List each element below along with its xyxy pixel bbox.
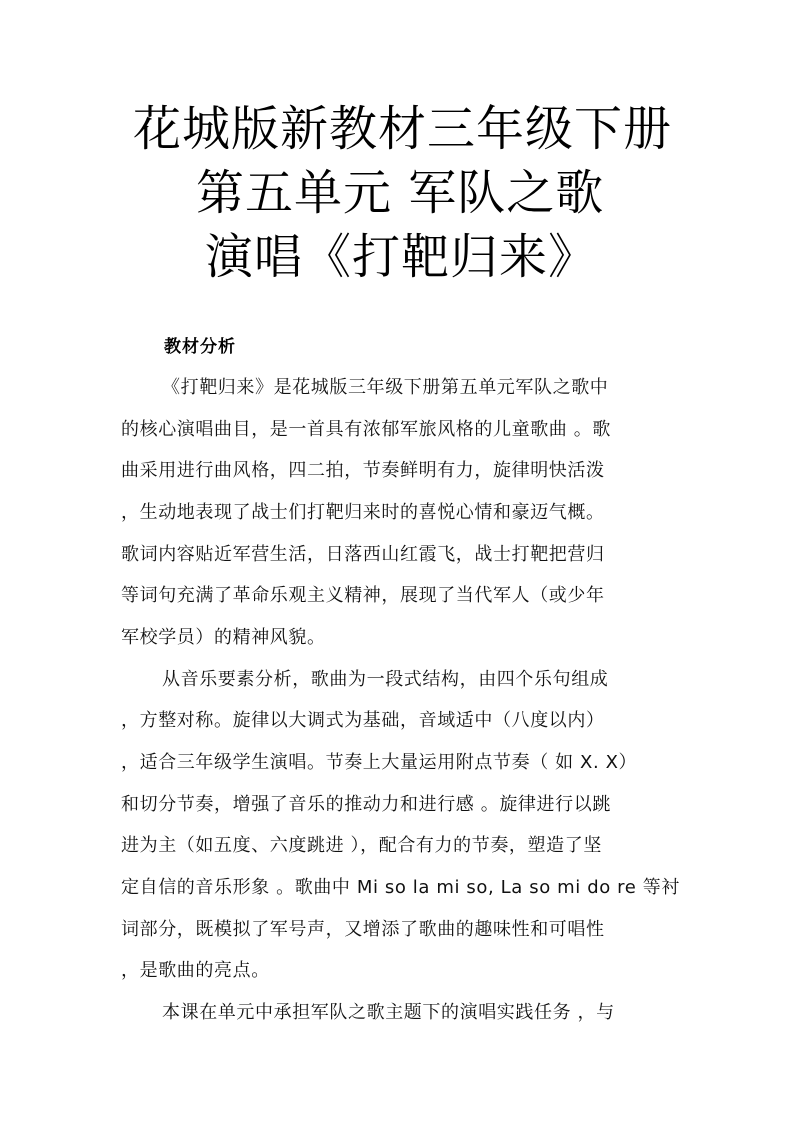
paragraph-2-line-5: 进为主（如五度、六度跳进 ），配合有力的节奏，塑造了坚: [121, 835, 602, 856]
paragraph-1-line-4: ，生动地表现了战士们打靶归来时的喜悦心情和豪迈气概。: [121, 502, 605, 523]
paragraph-1-line-6: 等词句充满了革命乐观主义精神，展现了当代军人（或少年: [121, 585, 605, 606]
paragraph-2-line-1: 从音乐要素分析，歌曲为一段式结构，由四个乐句组成: [162, 669, 609, 690]
paragraph-2-line-2: ，方整对称。旋律以大调式为基础，音域适中（八度以内）: [121, 710, 605, 731]
section-heading: 教材分析: [164, 337, 236, 357]
paragraph-2-line-6: 定自信的音乐形象 。歌曲中 Mi so la mi so, La so mi do re 等衬: [121, 877, 680, 898]
paragraph-2-line-3: ，适合三年级学生演唱。节奏上大量运用附点节奏（ 如 X. X）: [121, 752, 638, 773]
title-line-1: 花城版新教材三年级下册: [133, 101, 673, 157]
title-line-3: 演唱《打靶归来》: [205, 229, 598, 285]
paragraph-1-line-1: 《打靶归来》是花城版三年级下册第五单元军队之歌中: [162, 377, 609, 398]
paragraph-2-line-4: 和切分节奏，增强了音乐的推动力和进行感 。旋律进行以跳: [121, 794, 611, 815]
paragraph-1-line-5: 歌词内容贴近军营生活，日落西山红霞飞，战士打靶把营归: [121, 544, 605, 565]
paragraph-1-line-3: 曲采用进行曲风格，四二拍，节奏鲜明有力，旋律明快活泼: [121, 460, 605, 481]
paragraph-3-line-1: 本课在单元中承担军队之歌主题下的演唱实践任务 ，与: [162, 1002, 615, 1023]
paragraph-2-line-7: 词部分，既模拟了军号声，又增添了歌曲的趣味性和可唱性: [121, 919, 605, 940]
title-line-2: 第五单元 军队之歌: [196, 165, 605, 221]
paragraph-1-line-2: 的核心演唱曲目，是一首具有浓郁军旅风格的儿童歌曲 。歌: [121, 419, 611, 440]
paragraph-1-line-7: 军校学员）的精神风貌。: [121, 627, 326, 648]
paragraph-2-line-8: ，是歌曲的亮点。: [121, 960, 270, 981]
